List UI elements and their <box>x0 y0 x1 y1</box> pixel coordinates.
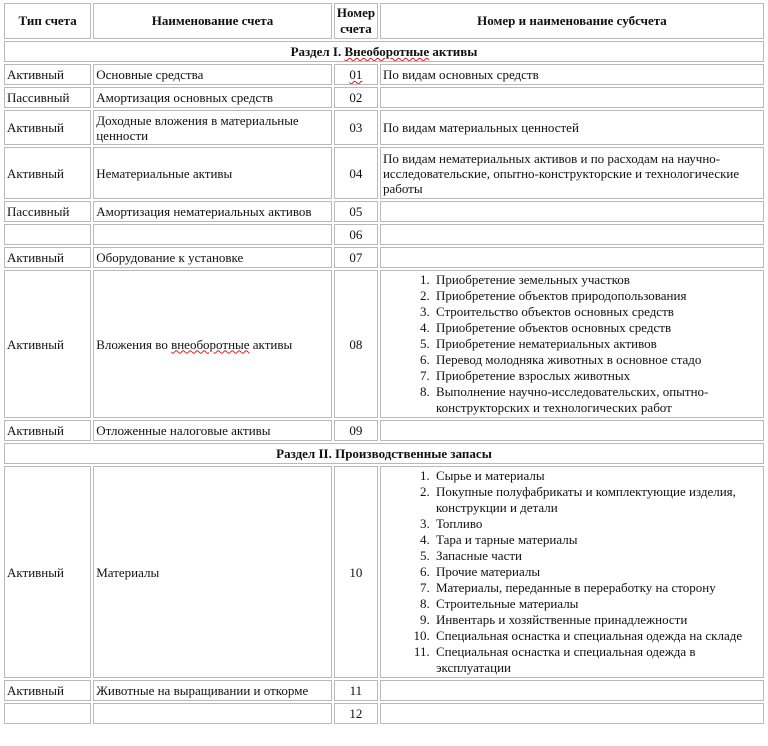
table-row <box>4 270 764 418</box>
subaccount: По видам материальных ценностей <box>380 110 764 145</box>
account-number: 12 <box>334 703 378 724</box>
section-2-row <box>4 443 764 464</box>
list-item: 4. Тара и тарные материалы <box>433 532 761 548</box>
account-number: 03 <box>334 110 378 145</box>
account-name: Доходные вложения в материальные ценности <box>93 110 332 145</box>
account-name <box>93 703 332 724</box>
account-name: Нематериальные активы <box>93 147 332 199</box>
subaccount-list-cell <box>380 270 764 418</box>
table-row <box>4 420 764 441</box>
table-row <box>4 224 764 245</box>
section-1-title-suffix: активы <box>429 44 478 59</box>
list-item: 8. Строительные материалы <box>433 596 761 612</box>
account-name: Отложенные налоговые активы <box>93 420 332 441</box>
account-number: 11 <box>334 680 378 701</box>
list-item: 3. Топливо <box>433 516 761 532</box>
account-name-word: внеоборотные <box>171 336 250 352</box>
table-row <box>4 680 764 701</box>
list-item: 2. Приобретение объектов природопользования <box>433 288 761 304</box>
list-item: 1. Сырье и материалы <box>433 468 761 484</box>
account-number: 09 <box>334 420 378 441</box>
account-type: Пассивный <box>4 87 91 108</box>
list-item: 6. Перевод молодняка животных в основное стадо <box>433 352 761 368</box>
account-number: 08 <box>334 270 378 418</box>
account-name <box>93 224 332 245</box>
account-type: Пассивный <box>4 201 91 222</box>
account-type <box>4 224 91 245</box>
subaccount-list-cell <box>380 466 764 678</box>
list-item: 4. Приобретение объектов основных средств <box>433 320 761 336</box>
account-name-suffix: активы <box>249 336 293 352</box>
subaccount-list <box>383 468 761 676</box>
subaccount <box>380 420 764 441</box>
account-type <box>4 703 91 724</box>
table-row <box>4 247 764 268</box>
account-name: Амортизация нематериальных активов <box>93 201 332 222</box>
list-item: 7. Материалы, переданные в переработку на сторону <box>433 580 761 596</box>
account-name: Основные средства <box>93 64 332 85</box>
account-number: 07 <box>334 247 378 268</box>
list-item: 11. Специальная оснастка и специальная одежда в эксплуатации <box>433 644 761 676</box>
account-type: Активный <box>4 64 91 85</box>
header-subaccount: Номер и наименование субсчета <box>380 3 764 39</box>
subaccount <box>380 224 764 245</box>
account-number: 10 <box>334 466 378 678</box>
section-1-row <box>4 41 764 62</box>
table-row <box>4 147 764 199</box>
subaccount <box>380 680 764 701</box>
list-item: 6. Прочие материалы <box>433 564 761 580</box>
subaccount <box>380 201 764 222</box>
account-number: 06 <box>334 224 378 245</box>
subaccount-list <box>383 272 761 416</box>
table-row <box>4 201 764 222</box>
account-number: 05 <box>334 201 378 222</box>
account-type: Активный <box>4 466 91 678</box>
section-2-title: Раздел II. Производственные запасы <box>4 443 764 464</box>
list-item: 8. Выполнение научно-исследовательских, опытно-конструкторских и технологических работ <box>433 384 761 416</box>
subaccount: По видам нематериальных активов и по расходам на научно-исследовательские, опытно-конструкторские и технологические работы <box>380 147 764 199</box>
list-item: 2. Покупные полуфабрикаты и комплектующие изделия, конструкции и детали <box>433 484 761 516</box>
account-type: Активный <box>4 147 91 199</box>
account-name: Материалы <box>93 466 332 678</box>
header-type: Тип счета <box>4 3 91 39</box>
account-type: Активный <box>4 247 91 268</box>
table-row <box>4 466 764 678</box>
list-item: 7. Приобретение взрослых животных <box>433 368 761 384</box>
subaccount <box>380 703 764 724</box>
table-row <box>4 703 764 724</box>
account-number-value: 01 <box>349 67 363 82</box>
list-item: 10. Специальная оснастка и специальная одежда на складе <box>433 628 761 644</box>
chart-of-accounts-table <box>2 1 766 726</box>
account-number <box>334 64 378 85</box>
list-item: 5. Приобретение нематериальных активов <box>433 336 761 352</box>
account-name: Амортизация основных средств <box>93 87 332 108</box>
table-row <box>4 64 764 85</box>
list-item: 9. Инвентарь и хозяйственные принадлежности <box>433 612 761 628</box>
account-number: 02 <box>334 87 378 108</box>
header-number <box>334 3 378 39</box>
list-item: 3. Строительство объектов основных средств <box>433 304 761 320</box>
subaccount: По видам основных средств <box>380 64 764 85</box>
account-name: Животные на выращивании и откорме <box>93 680 332 701</box>
table-row <box>4 87 764 108</box>
header-name: Наименование счета <box>93 3 332 39</box>
account-name-prefix: Вложения во <box>96 336 172 352</box>
header-row <box>4 3 764 39</box>
list-item: 5. Запасные части <box>433 548 761 564</box>
header-number-line2: счета <box>340 21 372 36</box>
list-item: 1. Приобретение земельных участков <box>433 272 761 288</box>
account-number: 04 <box>334 147 378 199</box>
account-type: Активный <box>4 420 91 441</box>
header-number-line1: Номер <box>336 5 376 20</box>
account-name: Оборудование к установке <box>93 247 332 268</box>
account-type: Активный <box>4 110 91 145</box>
subaccount <box>380 247 764 268</box>
section-1-title <box>4 41 764 62</box>
section-1-title-prefix: Раздел I. <box>290 44 345 59</box>
subaccount <box>380 87 764 108</box>
account-type: Активный <box>4 270 91 418</box>
account-name <box>93 270 332 418</box>
account-type: Активный <box>4 680 91 701</box>
section-1-title-word: Внеоборотные <box>344 44 430 59</box>
table-row <box>4 110 764 145</box>
